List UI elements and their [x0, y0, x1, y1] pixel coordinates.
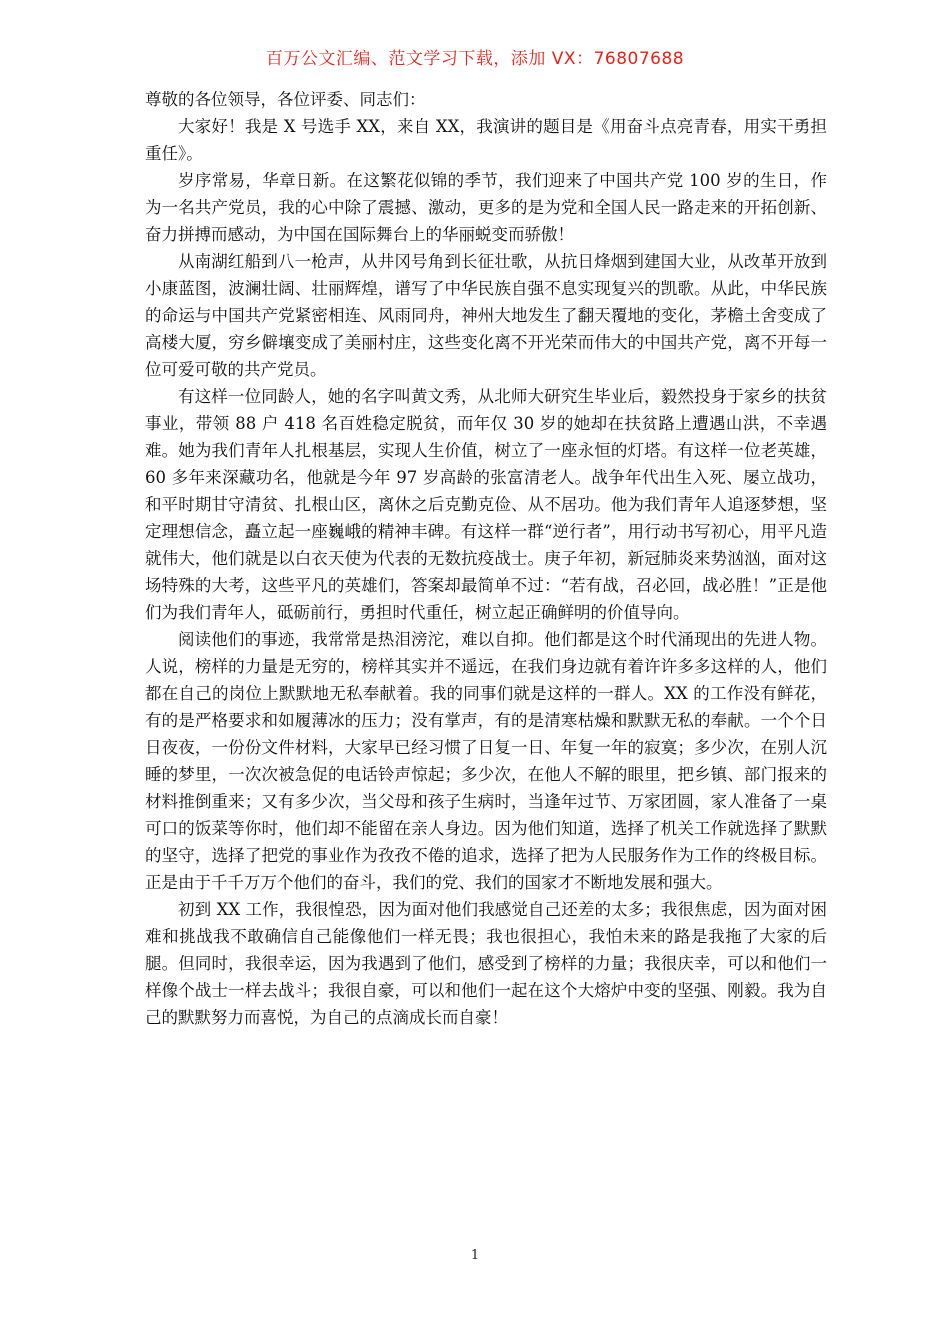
- salutation: 尊敬的各位领导，各位评委、同志们：: [145, 90, 426, 109]
- paragraph-role-models: 有这样一位同龄人，她的名字叫黄文秀，从北师大研究生毕业后，毅然投身于家乡的扶贫事业，带领 88 户 418 名百姓稳定脱贫，而年仅 30 岁的她却在扶贫路上遭遇山洪，不幸遇难。她为我们青年人扎根基层，实现人生价值，树立了一座永恒的灯塔。有这样一位老英雄，60 多年来深藏功名，他就是今年 97 岁高龄的张富清老人。战争年代出生入死、屡立战功，和平时期甘守清贫、扎根山区，离休之后克勤克俭、从不居功。他为我们青年人追逐梦想，坚定理想信念，矗立起一座巍峨的精神丰碑。有这样一群“逆行者”，用行动书写初心，用平凡造就伟大，他们就是以白衣天使为代表的无数抗疫战士。庚子年初，新冠肺炎来势汹汹，面对这场特殊的大考，这些平凡的英雄们，答案却最简单不过：“若有战，召必回，战必胜！”正是他们为我们青年人，砥砺前行，勇担时代重任，树立起正确鲜明的价值导向。: [145, 387, 827, 622]
- paragraph-greeting: 大家好！我是 X 号选手 XX，来自 XX，我演讲的题目是《用奋斗点亮青春，用实干勇担重任》。: [145, 117, 827, 163]
- promo-banner: 百万公文汇编、范文学习下载，添加 VX：76807688: [265, 49, 685, 69]
- paragraph-anniversary: 岁序常易，华章日新。在这繁花似锦的季节，我们迎来了中国共产党 100 岁的生日，作为一名共产党员，我的心中除了震撼、激动，更多的是为党和全国人民一路走来的开拓创新、奋力拼搏而感动，为中国在国际舞台上的华丽蜕变而骄傲！: [145, 171, 827, 244]
- paragraph-colleagues: 阅读他们的事迹，我常常是热泪滂沱，难以自抑。他们都是这个时代涌现出的先进人物。人说，榜样的力量是无穷的，榜样其实并不遥远，在我们身边就有着许许多多这样的人，他们都在自己的岗位上默默地无私奉献着。我的同事们就是这样的一群人。XX 的工作没有鲜花，有的是严格要求和如履薄冰的压力；没有掌声，有的是清寒枯燥和默默无私的奉献。一个个日日夜夜，一份份文件材料，大家早已经习惯了日复一日、年复一年的寂寞；多少次，在别人沉睡的梦里，一次次被急促的电话铃声惊起；多少次，在他人不解的眼里，把乡镇、部门报来的材料推倒重来；又有多少次，当父母和孩子生病时，当逢年过节、万家团圆，家人准备了一桌可口的饭菜等你时，他们却不能留在亲人身边。因为他们知道，选择了机关工作就选择了默默的坚守，选择了把党的事业作为孜孜不倦的追求，选择了把为人民服务作为工作的终极目标。正是由于千千万万个他们的奋斗，我们的党、我们的国家才不断地发展和强大。: [145, 630, 827, 892]
- speech-body: [145, 86, 827, 1031]
- paragraph-history: 从南湖红船到八一枪声，从井冈号角到长征壮歌，从抗日烽烟到建国大业，从改革开放到小康蓝图，波澜壮阔、壮丽辉煌，谱写了中华民族自强不息实现复兴的凯歌。从此，中华民族的命运与中国共产党紧密相连、风雨同舟，神州大地发生了翻天覆地的变化，茅檐土舍变成了高楼大厦，穷乡僻壤变成了美丽村庄，这些变化离不开光荣而伟大的中国共产党，离不开每一位可爱可敬的共产党员。: [145, 252, 827, 379]
- paragraph-personal: 初到 XX 工作，我很惶恐，因为面对他们我感觉自己还差的太多；我很焦虑，因为面对困难和挑战我不敢确信自己能像他们一样无畏；我也很担心，我怕未来的路是我拖了大家的后腿。但同时，我很幸运，因为我遇到了他们，感受到了榜样的力量；我很庆幸，可以和他们一样像个战士一样去战斗；我很自豪，可以和他们一起在这个大熔炉中变的坚强、刚毅。我为自己的默默努力而喜悦，为自己的点滴成长而自豪！: [145, 900, 827, 1027]
- page-number: 1: [470, 1248, 480, 1263]
